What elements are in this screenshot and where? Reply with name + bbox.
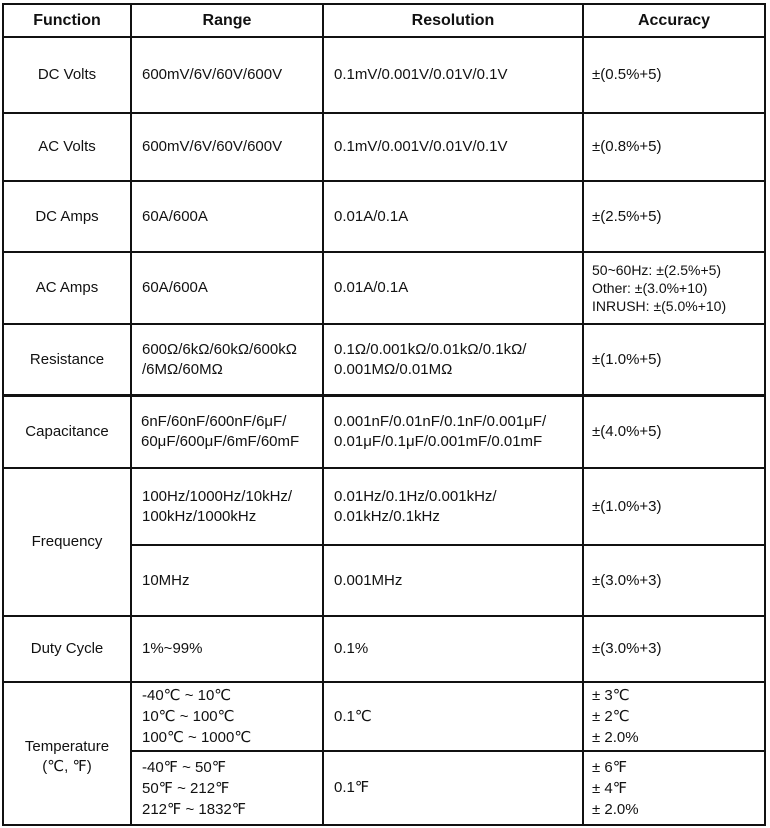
accuracy-ac-volts: ±(0.8%+5) [592,138,662,155]
range-line: 60μF/600μF/6mF/60mF [141,433,300,450]
range-line: 212℉ ~ 1832℉ [142,800,247,818]
function-temperature [4,683,130,824]
function-resistance: Resistance [29,350,105,368]
function-label: Temperature [24,737,110,755]
range-line: 100℃ ~ 1000℃ [142,729,252,746]
range-dc-amps: 60A/600A [142,207,208,225]
function-dc-amps: DC Amps [35,207,99,225]
function-unit: (℃, ℉) [42,757,92,775]
function-dc-volts: DC Volts [37,66,97,83]
range-line: 600Ω/6kΩ/60kΩ/600kΩ [142,340,297,358]
range-line: 10℃ ~ 100℃ [142,708,235,725]
function-capacitance: Capacitance [25,423,109,440]
resolution-line: 0.01μF/0.1μF/0.001mF/0.01mF [334,433,543,450]
range-line: /6MΩ/60MΩ [142,360,223,378]
resolution-line: 0.01Hz/0.1Hz/0.001kHz/ [334,487,497,505]
range-line: -40℉ ~ 50℉ [142,758,227,776]
resolution-resistance [324,325,582,394]
accuracy-line: ± 3℃ [592,687,630,704]
range-ac-amps: 60A/600A [142,279,208,296]
function-duty-cycle: Duty Cycle [30,640,104,657]
resolution-duty-cycle: 0.1% [334,640,369,657]
accuracy-frequency-1: ±(1.0%+3) [592,497,662,515]
range-dc-volts: 600mV/6V/60V/600V [142,66,283,83]
accuracy-line: ± 2.0% [592,729,639,746]
function-ac-amps: AC Amps [35,279,99,296]
resolution-temperature-celsius: 0.1℃ [334,707,372,725]
spec-table [2,3,766,827]
table-border-right [764,3,766,826]
accuracy-line: Other: ±(3.0%+10) [592,280,708,296]
header-accuracy: Accuracy [637,11,711,29]
header-range: Range [202,11,252,29]
function-frequency: Frequency [31,533,103,550]
accuracy-capacitance: ±(4.0%+5) [592,423,662,440]
resolution-line: 0.1Ω/0.001kΩ/0.01kΩ/0.1kΩ/ [334,340,527,358]
resolution-line: 0.001nF/0.01nF/0.1nF/0.001μF/ [334,413,547,430]
range-capacitance [132,397,322,467]
accuracy-line: ± 4℉ [592,779,628,797]
resolution-frequency-2: 0.001MHz [334,571,403,589]
range-resistance [132,325,322,394]
range-frequency-2: 10MHz [142,571,190,589]
range-line: 50℉ ~ 212℉ [142,779,230,797]
header-resolution: Resolution [411,11,495,29]
resolution-dc-amps: 0.01A/0.1A [334,207,409,225]
range-frequency-1 [132,469,322,544]
function-ac-volts: AC Volts [38,138,96,155]
resolution-ac-volts: 0.1mV/0.001V/0.01V/0.1V [334,138,508,155]
range-line: -40℃ ~ 10℃ [142,687,232,704]
accuracy-resistance: ±(1.0%+5) [592,350,662,368]
resolution-line: 0.01kHz/0.1kHz [334,507,440,525]
resolution-frequency-1 [324,469,582,544]
header-function: Function [33,11,101,29]
resolution-ac-amps: 0.01A/0.1A [334,279,409,296]
accuracy-line: 50~60Hz: ±(2.5%+5) [592,262,722,278]
accuracy-temperature-fahrenheit [584,752,764,824]
resolution-dc-volts: 0.1mV/0.001V/0.01V/0.1V [334,66,508,83]
accuracy-line: INRUSH: ±(5.0%+10) [592,298,727,314]
accuracy-ac-amps [584,253,764,323]
range-temperature-fahrenheit [132,752,322,824]
accuracy-line: ± 2℃ [592,708,630,725]
accuracy-line: ± 2.0% [592,800,639,818]
range-line: 100kHz/1000kHz [142,507,257,525]
accuracy-duty-cycle: ±(3.0%+3) [592,640,662,657]
accuracy-frequency-2: ±(3.0%+3) [592,571,662,589]
resolution-line: 0.001MΩ/0.01MΩ [334,360,453,378]
accuracy-dc-amps: ±(2.5%+5) [592,207,662,225]
range-line: 6nF/60nF/600nF/6μF/ [141,413,287,430]
accuracy-dc-volts: ±(0.5%+5) [592,66,662,83]
resolution-temperature-fahrenheit: 0.1℉ [334,779,370,796]
resolution-capacitance [324,397,582,467]
accuracy-temperature-celsius [584,683,764,750]
table-border-bottom [2,824,766,826]
range-ac-volts: 600mV/6V/60V/600V [142,138,283,155]
range-duty-cycle: 1%~99% [142,640,203,657]
accuracy-line: ± 6℉ [592,758,628,776]
range-line: 100Hz/1000Hz/10kHz/ [142,487,293,505]
range-temperature-celsius [132,683,322,750]
